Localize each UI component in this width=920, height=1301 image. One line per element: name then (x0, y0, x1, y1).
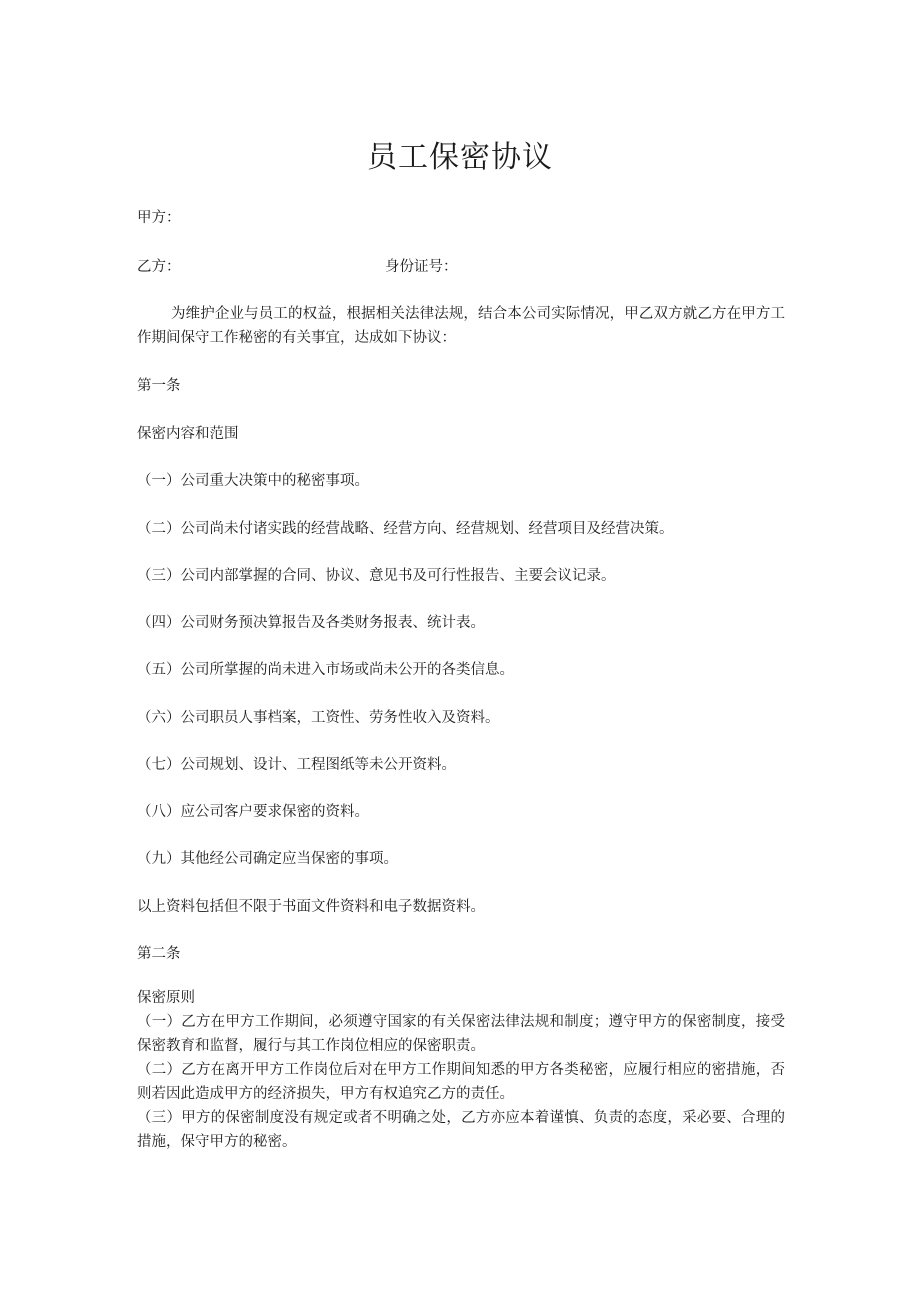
article1-item-7: （七）公司规划、设计、工程图纸等未公开资料。 (137, 757, 456, 773)
article1-item-5: （五）公司所掌握的尚未进入市场或尚未公开的各类信息。 (137, 662, 514, 678)
document-title: 员工保密协议 (367, 140, 553, 175)
article2-subheading: 保密原则 (137, 990, 195, 1006)
intro-paragraph: 为维护企业与员工的权益，根据相关法律法规，结合本公司实际情况，甲乙双方就乙方在甲方工作期间保守工作秘密的有关事宜，达成如下协议： (137, 306, 785, 346)
article1-heading: 第一条 (137, 378, 181, 394)
article1-item-6: （六）公司职员人事档案，工资性、劳务性收入及资料。 (137, 710, 500, 726)
article1-item-9: （九）其他经公司确定应当保密的事项。 (137, 851, 398, 867)
article1-closing: 以上资料包括但不限于书面文件资料和电子数据资料。 (137, 899, 485, 915)
article1-subheading: 保密内容和范围 (137, 426, 239, 442)
party-b-label: 乙方： (137, 259, 181, 275)
article2-item-1: （一）乙方在甲方工作期间，必须遵守国家的有关保密法律法规和制度；遵守甲方的保密制度，接受保密教育和监督，履行与其工作岗位相应的保密职责。 (137, 1014, 785, 1054)
article2-section (137, 986, 785, 1154)
article1-item-3: （三）公司内部掌握的合同、协议、意见书及可行性报告、主要会议记录。 (137, 568, 616, 584)
article1-item-4: （四）公司财务预决算报告及各类财务报表、统计表。 (137, 615, 485, 631)
article2-heading: 第二条 (137, 946, 181, 962)
article1-item-8: （八）应公司客户要求保密的资料。 (137, 804, 369, 820)
party-a-label: 甲方： (137, 210, 181, 226)
article1-item-1: （一）公司重大决策中的秘密事项。 (137, 473, 369, 489)
article1-item-2: （二）公司尚未付诸实践的经营战略、经营方向、经营规划、经营项目及经营决策。 (137, 521, 674, 537)
id-number-label: 身份证号： (385, 259, 458, 275)
article2-item-3: （三）甲方的保密制度没有规定或者不明确之处，乙方亦应本着谨慎、负责的态度，采必要、合理的措施，保守甲方的秘密。 (137, 1110, 785, 1150)
article2-item-2: （二）乙方在离开甲方工作岗位后对在甲方工作期间知悉的甲方各类秘密，应履行相应的密措施，否则若因此造成甲方的经济损失，甲方有权追究乙方的责任。 (137, 1062, 785, 1102)
